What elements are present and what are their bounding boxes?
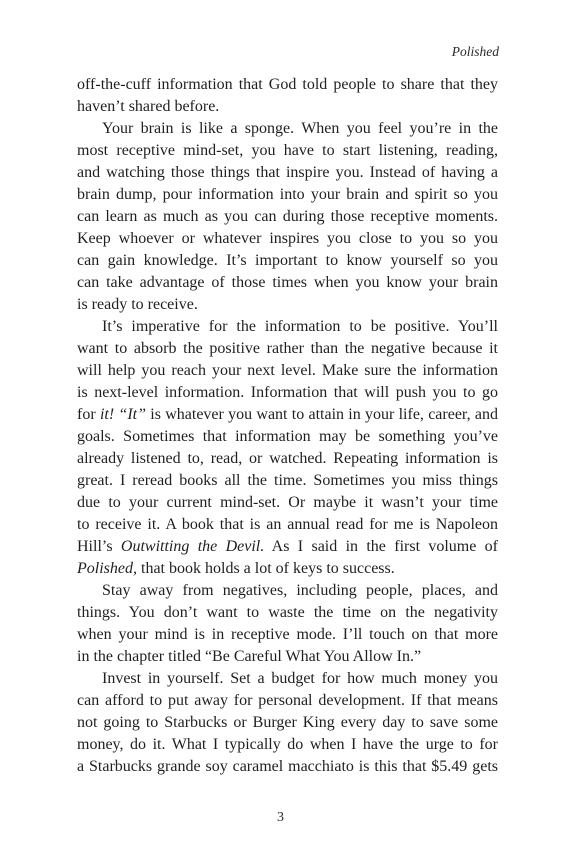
text-segment: a Starbucks grande soy caramel macchiato is this that $5.49 gets	[77, 758, 498, 775]
text-line	[77, 404, 498, 426]
text-segment: money, do it. What I typically do when I have the urge to for	[77, 736, 498, 753]
text-segment: Hill’s	[77, 538, 121, 555]
text-segment: when your mind is in receptive mode. I’ll touch on that more	[77, 626, 498, 643]
text-segment: is whatever you want to attain in your life, career, and	[146, 406, 498, 423]
text-segment: will help you reach your next level. Make sure the information	[77, 362, 498, 379]
text-segment: can learn as much as you can during those receptive moments.	[77, 208, 498, 225]
text-segment: haven’t shared before.	[77, 98, 220, 115]
text-segment: As I said in the first volume of	[264, 538, 499, 555]
text-line	[77, 250, 498, 272]
text-segment: not going to Starbucks or Burger King every day to save some	[77, 714, 498, 731]
page-body	[77, 74, 498, 778]
text-segment: already listened to, read, or watched. Repeating information is	[77, 450, 498, 467]
text-segment: Stay away from negatives, including people, places, and	[102, 582, 498, 599]
text-line	[77, 668, 498, 690]
text-line	[77, 206, 498, 228]
text-line	[77, 184, 498, 206]
text-line	[77, 734, 498, 756]
text-segment: Invest in yourself. Set a budget for how much money you	[102, 670, 498, 687]
text-segment: great. I reread books all the time. Sometimes you miss things	[77, 472, 498, 489]
page-number: 3	[277, 810, 284, 825]
text-line	[77, 602, 498, 624]
text-segment: can afford to put away for personal development. If that means	[77, 692, 498, 709]
text-line	[77, 580, 498, 602]
text-line	[77, 294, 498, 316]
text-line	[77, 360, 498, 382]
text-line	[77, 536, 498, 558]
text-line	[77, 448, 498, 470]
text-segment: It’s imperative for the information to be positive. You’ll	[102, 318, 498, 335]
text-segment: for	[77, 406, 100, 423]
text-segment: Your brain is like a sponge. When you feel you’re in the	[102, 120, 498, 137]
text-segment: to receive it. A book that is an annual read for me is Napoleon	[77, 516, 498, 533]
text-line	[77, 316, 498, 338]
text-line	[77, 96, 498, 118]
text-line	[77, 470, 498, 492]
text-segment: due to your current mind-set. Or maybe it wasn’t your time	[77, 494, 498, 511]
text-segment: want to absorb the positive rather than the negative because it	[77, 340, 498, 357]
text-line	[77, 690, 498, 712]
text-line	[77, 756, 498, 778]
italic-text: Outwitting the Devil.	[120, 538, 265, 555]
text-line	[77, 382, 498, 404]
text-line	[77, 228, 498, 250]
text-line	[77, 624, 498, 646]
text-line	[77, 646, 498, 668]
text-segment: Keep whoever or whatever inspires you close to you so you	[77, 230, 498, 247]
text-segment: can take advantage of those times when you know your brain	[77, 274, 498, 291]
italic-text: Polished,	[77, 560, 137, 577]
text-line	[77, 140, 498, 162]
text-segment: goals. Sometimes that information may be something you’ve	[77, 428, 498, 445]
text-line	[77, 514, 498, 536]
text-line	[77, 712, 498, 734]
text-line	[77, 492, 498, 514]
text-segment: that book holds a lot of keys to success.	[137, 560, 395, 577]
text-line	[77, 118, 498, 140]
running-head: Polished	[451, 44, 499, 59]
text-segment: is next-level information. Information that will push you to go	[77, 384, 498, 401]
text-line	[77, 74, 498, 96]
text-line	[77, 338, 498, 360]
text-segment: off-the-cuff information that God told people to share that they	[77, 76, 498, 93]
text-line	[77, 558, 498, 580]
text-segment: things. You don’t want to waste the time on the negativity	[77, 604, 498, 621]
text-line	[77, 162, 498, 184]
text-segment: most receptive mind-set, you have to start listening, reading,	[77, 142, 498, 159]
text-segment: in the chapter titled “Be Careful What You Allow In.”	[77, 648, 422, 665]
italic-text: it! “It”	[99, 406, 146, 423]
text-line	[77, 272, 498, 294]
text-segment: is ready to receive.	[77, 296, 198, 313]
text-line	[77, 426, 498, 448]
text-segment: and watching those things that inspire you. Instead of having a	[77, 164, 498, 181]
text-segment: brain dump, pour information into your brain and spirit so you	[77, 186, 498, 203]
text-segment: can gain knowledge. It’s important to know yourself so you	[77, 252, 498, 269]
